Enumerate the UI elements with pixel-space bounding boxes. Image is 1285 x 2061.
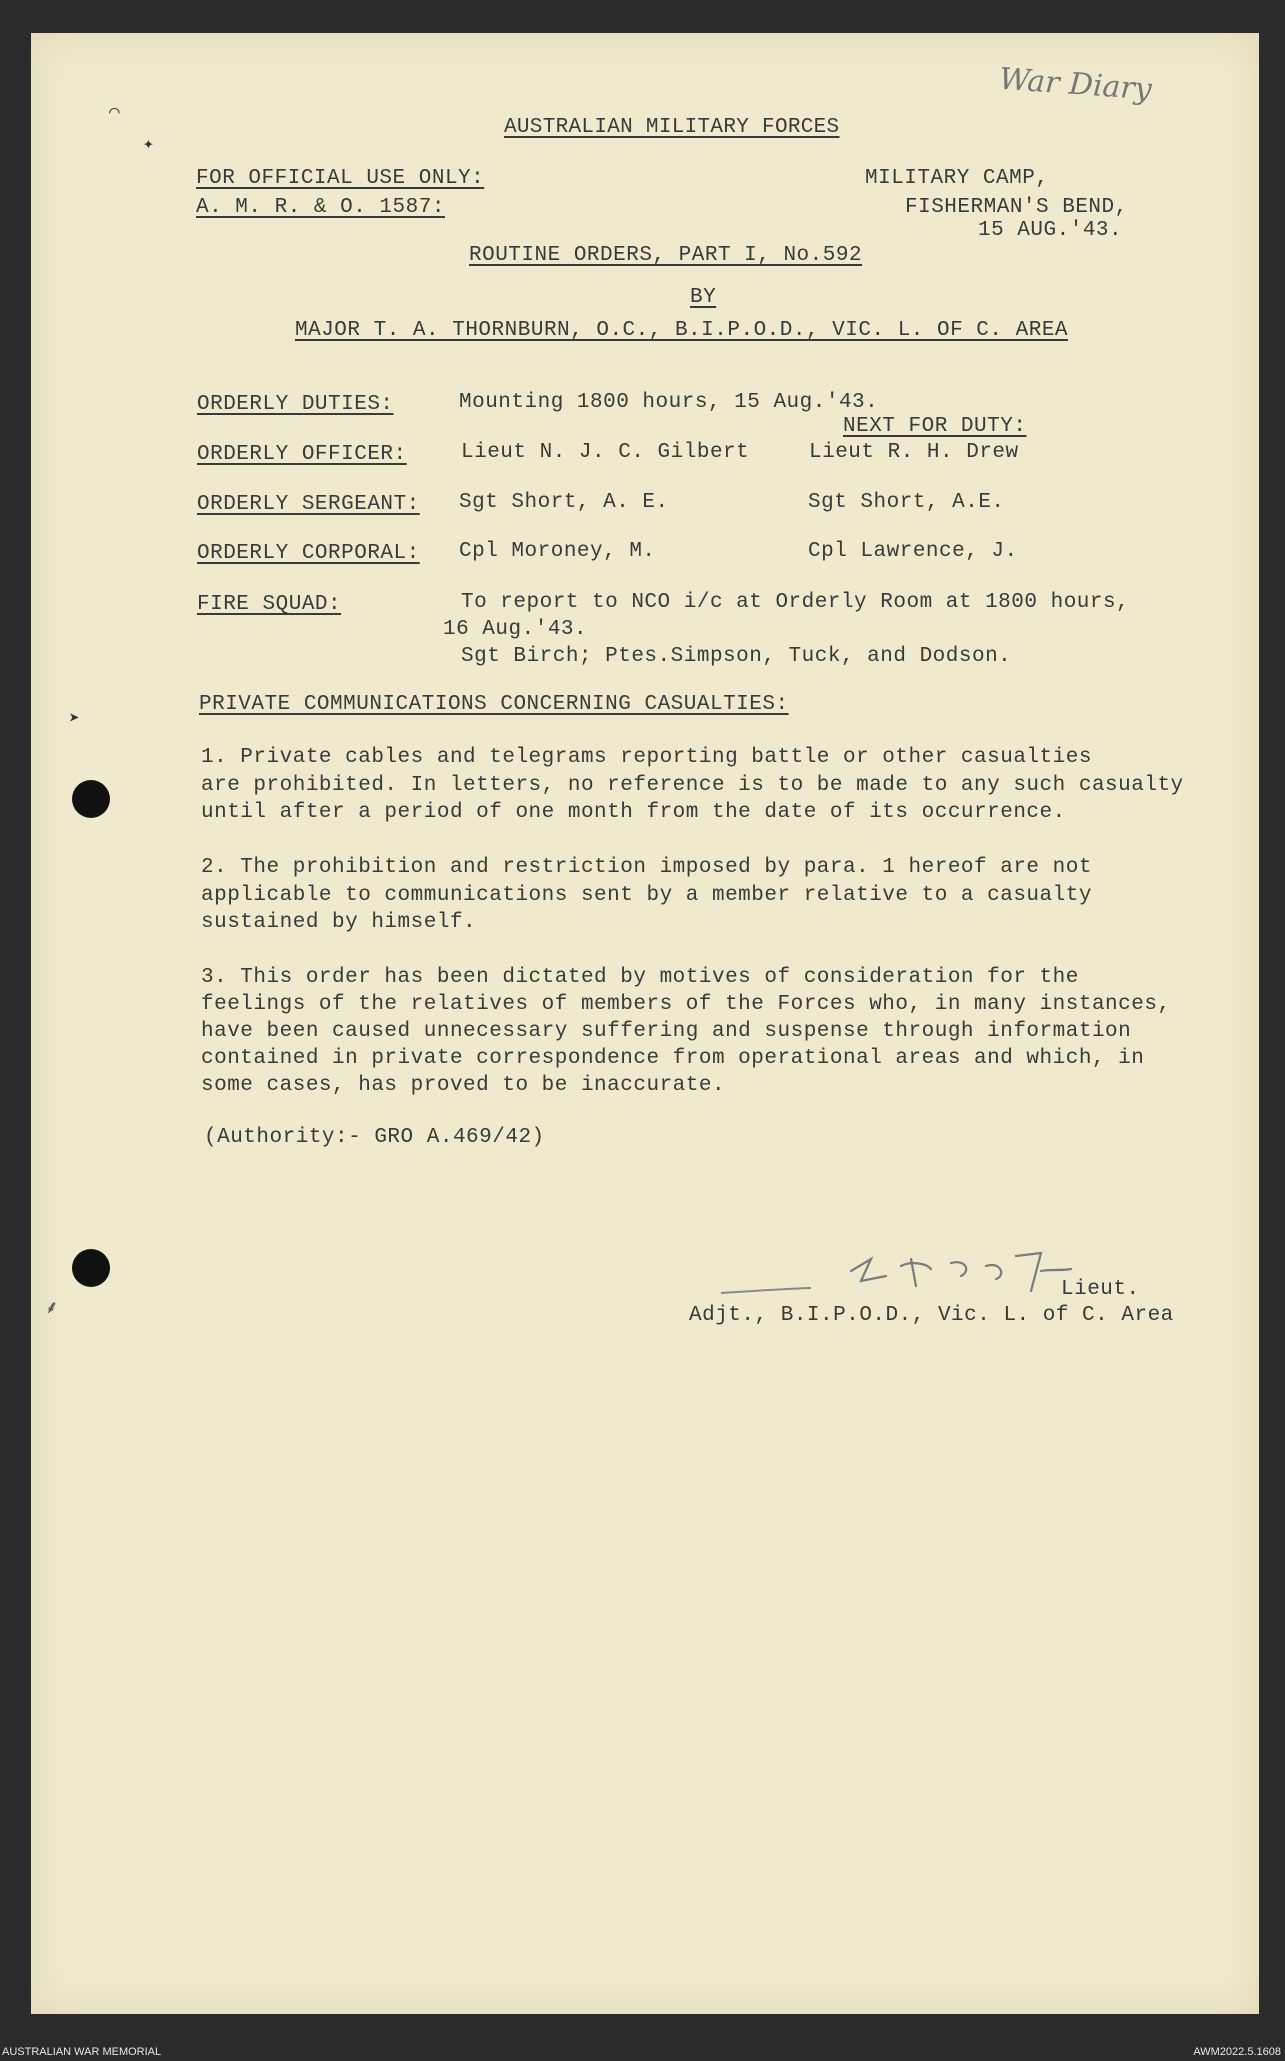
footer-credit: AUSTRALIAN WAR MEMORIAL [2,2046,162,2058]
orderly-officer-next: Lieut R. H. Drew [809,441,1019,464]
orderly-officer-label: ORDERLY OFFICER: [197,443,407,466]
paragraph-3-line: some cases, has proved to be inaccurate. [201,1074,726,1097]
orderly-sergeant-current: Sgt Short, A. E. [459,491,669,514]
camp-name: MILITARY CAMP, [865,167,1049,190]
paragraph-3-line: 3. This order has been dictated by motives of consideration for the [201,966,1079,989]
official-use-label: FOR OFFICIAL USE ONLY: [196,167,485,190]
by-line: BY [690,286,717,309]
paragraph-3-line: contained in private correspondence from operational areas and which, in [201,1047,1145,1070]
paper-mark: ⌒ [109,103,120,123]
authority-reference: (Authority:- GRO A.469/42) [204,1126,545,1149]
paragraph-2-line: sustained by himself. [201,911,477,934]
paragraph-2-line: applicable to communications sent by a member relative to a casualty [201,884,1092,907]
punch-hole-upper [72,780,110,818]
document-page [31,33,1259,2014]
orderly-duties-label: ORDERLY DUTIES: [197,393,394,416]
orderly-sergeant-label: ORDERLY SERGEANT: [197,493,420,516]
orderly-corporal-current: Cpl Moroney, M. [459,540,656,563]
fire-squad-line-3: Sgt Birch; Ptes.Simpson, Tuck, and Dodson. [461,645,1012,668]
header-title: AUSTRALIAN MILITARY FORCES [504,116,840,139]
fire-squad-label: FIRE SQUAD: [197,593,342,616]
next-for-duty-header: NEXT FOR DUTY: [843,415,1027,438]
fire-squad-line-1: To report to NCO i/c at Orderly Room at 1800 hours, [461,591,1130,614]
section-title: PRIVATE COMMUNICATIONS CONCERNING CASUALTIES: [199,693,789,716]
orderly-sergeant-next: Sgt Short, A.E. [808,491,1005,514]
paper-mark: ➤ [69,710,80,730]
issuer-line: MAJOR T. A. THORNBURN, O.C., B.I.P.O.D., VIC. L. OF C. AREA [295,319,1069,342]
footer-accession-number: AWM2022.5.1608 [1193,2046,1281,2058]
paragraph-3-line: have been caused unnecessary suffering and suspense through information [201,1020,1132,1043]
orderly-corporal-next: Cpl Lawrence, J. [808,540,1018,563]
paragraph-1-line: until after a period of one month from the date of its occurrence. [201,801,1066,824]
amro-reference: A. M. R. & O. 1587: [196,196,445,219]
paragraph-3-line: feelings of the relatives of members of the Forces who, in many instances, [201,993,1171,1016]
fire-squad-line-2: 16 Aug.'43. [443,618,588,641]
punch-hole-lower [72,1249,110,1287]
orderly-officer-current: Lieut N. J. C. Gilbert [461,441,750,464]
paragraph-2-line: 2. The prohibition and restriction imposed by para. 1 hereof are not [201,856,1092,879]
paper-mark: ✦ [143,135,154,155]
paper-mark: ⸙ [45,1299,59,1319]
camp-location: FISHERMAN'S BEND, [905,196,1128,219]
order-date: 15 AUG.'43. [978,219,1123,242]
paragraph-1-line: are prohibited. In letters, no reference is to be made to any such casualty [201,774,1184,797]
signatory-rank: Lieut. [1061,1278,1140,1301]
signatory-title: Adjt., B.I.P.O.D., Vic. L. of C. Area [689,1304,1174,1327]
orderly-duties-value: Mounting 1800 hours, 15 Aug.'43. [459,391,879,414]
paragraph-1-line: 1. Private cables and telegrams reporting battle or other casualties [201,746,1092,769]
orderly-corporal-label: ORDERLY CORPORAL: [197,542,420,565]
orders-title: ROUTINE ORDERS, PART I, No.592 [469,244,863,267]
corner-handwritten-note: War Diary [997,61,1153,108]
